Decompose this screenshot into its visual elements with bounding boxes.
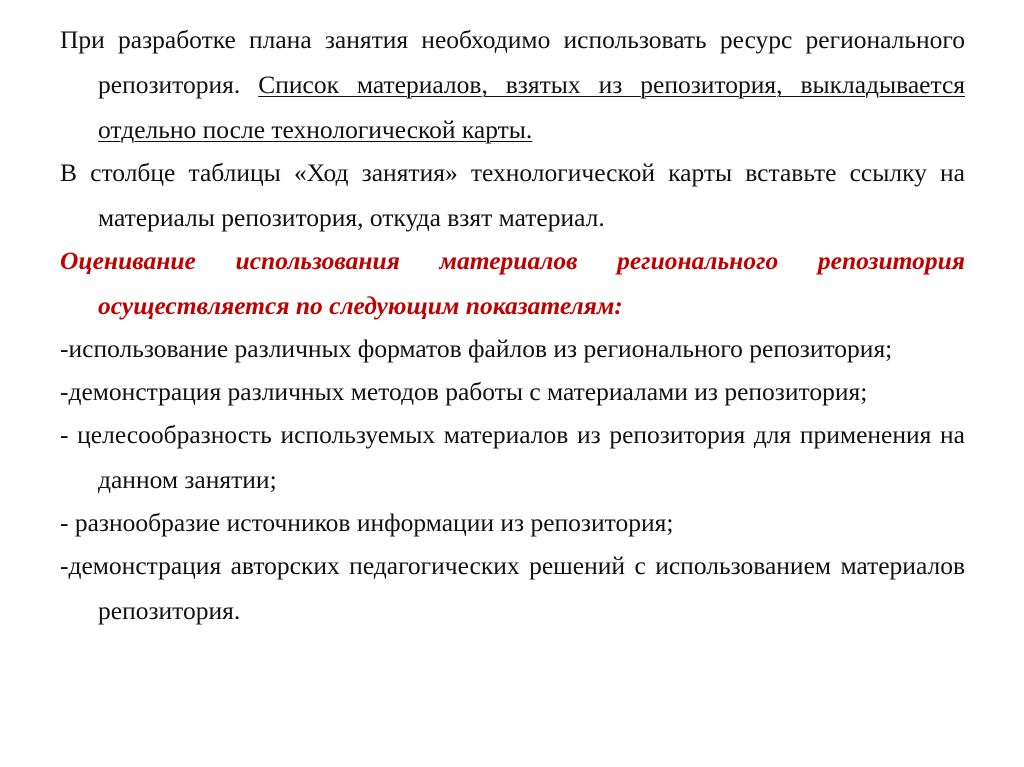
materials-list-note: Список материалов, взятых из репозитория, выкладывается отдельно после технологической карты. [98, 70, 965, 144]
criterion-item-methods: -демонстрация различных методов работы с материалами из репозитория; [60, 377, 868, 406]
criterion-item-author-solutions: -демонстрация авторских педагогических решений с использованием материалов репозитория. [60, 551, 965, 625]
resource-usage-text: При разработке плана занятия необходимо использовать ресурс регионального репозитория. [60, 25, 965, 99]
criterion-item-sources: - разнообразие источников информации из репозитория; [60, 508, 674, 537]
slide-body [60, 17, 965, 633]
paragraph-resource-usage [60, 17, 965, 152]
evaluation-heading: Оценивание использования материалов регионального репозитория осуществляется по следующим показателям: [60, 246, 965, 320]
paragraph-table-link-instruction: В столбце таблицы «Ход занятия» технологической карты вставьте ссылку на материалы репозитория, откуда взят материал. [60, 158, 965, 232]
criterion-item-formats: -использование различных форматов файлов из регионального репозитория; [60, 334, 893, 363]
criterion-item-relevance: - целесообразность используемых материалов из репозитория для применения на данном занятии; [60, 420, 965, 494]
